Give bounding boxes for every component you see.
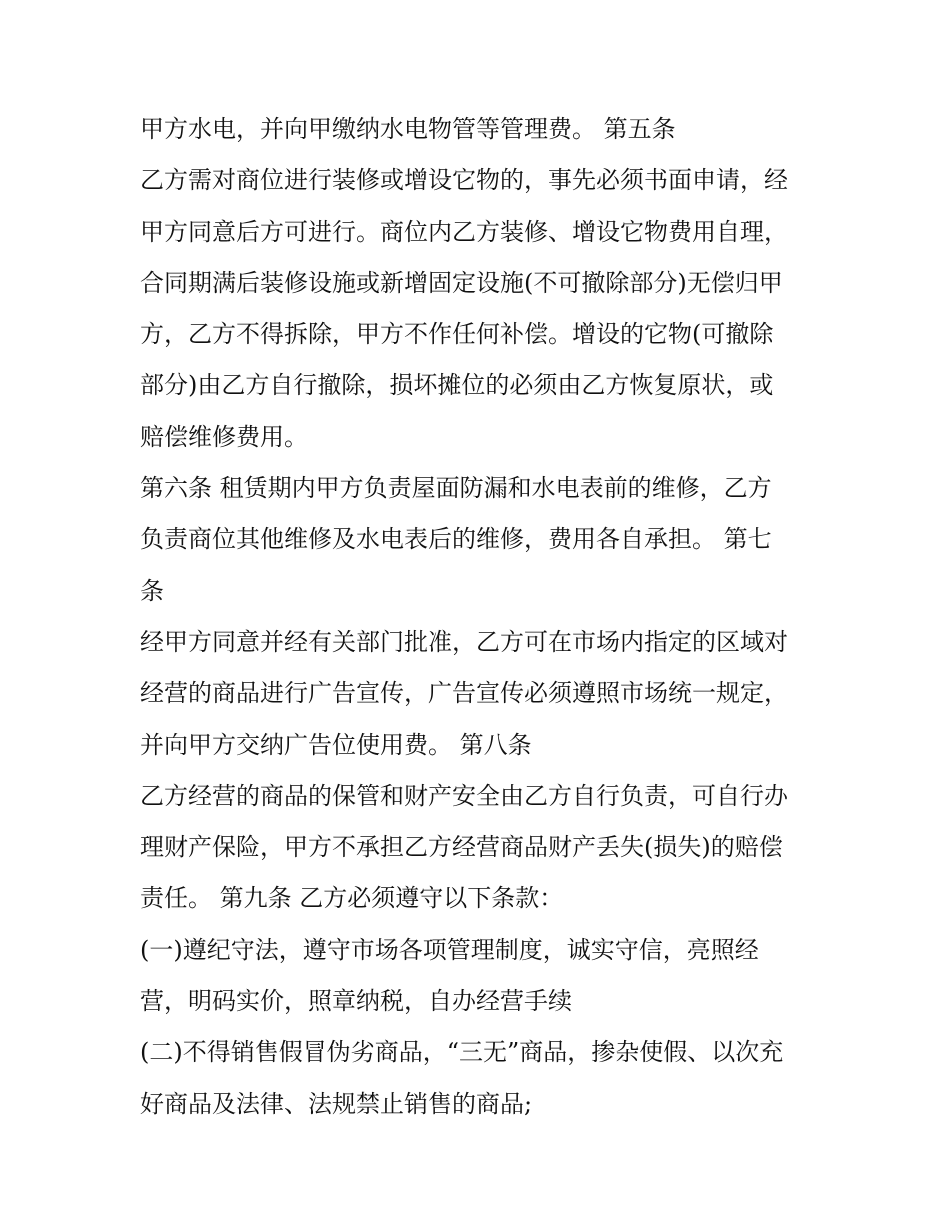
text-line: (一)遵纪守法，遵守市场各项管理制度，诚实守信，亮照经 <box>140 935 759 964</box>
text-line: 经营的商品进行广告宣传，广告宣传必须遵照市场统一规定， <box>140 679 788 708</box>
text-line: 第六条 租赁期内甲方负责屋面防漏和水电表前的维修，乙方 <box>140 474 772 503</box>
text-line: 理财产保险，甲方不承担乙方经营商品财产丢失(损失)的赔偿 <box>140 833 783 862</box>
text-line: 并向甲方交纳广告位使用费。 第八条 <box>140 730 532 759</box>
text-line: 乙方经营的商品的保管和财产安全由乙方自行负责，可自行办 <box>140 781 788 810</box>
text-line: 营，明码实价，照章纳税，自办经营手续 <box>140 987 572 1016</box>
text-line: 甲方同意后方可进行。商位内乙方装修、增设它物费用自理， <box>140 217 788 246</box>
text-line: 甲方水电，并向甲缴纳水电物管等管理费。 第五条 <box>140 115 676 143</box>
text-line: 条 <box>140 576 164 605</box>
text-line: 赔偿维修费用。 <box>140 422 308 451</box>
text-line: 负责商位其他维修及水电表后的维修，费用各自承担。 第七 <box>140 525 772 554</box>
text-line: 责任。 第九条 乙方必须遵守以下条款： <box>140 884 564 913</box>
text-line: 经甲方同意并经有关部门批准，乙方可在市场内指定的区域对 <box>140 627 788 656</box>
text-line: 好商品及法律、法规禁止销售的商品; <box>140 1089 533 1118</box>
text-line: 合同期满后装修设施或新增固定设施(不可撤除部分)无偿归甲 <box>140 268 783 297</box>
text-line: 乙方需对商位进行装修或增设它物的，事先必须书面申请，经 <box>140 166 788 195</box>
text-line: (二)不得销售假冒伪劣商品，“三无”商品，掺杂使假、以次充 <box>140 1038 784 1067</box>
document-body <box>140 104 820 1130</box>
text-line: 部分)由乙方自行撤除，损坏摊位的必须由乙方恢复原状，或 <box>140 371 774 400</box>
text-line: 方，乙方不得拆除，甲方不作任何补偿。增设的它物(可撤除 <box>140 320 774 349</box>
